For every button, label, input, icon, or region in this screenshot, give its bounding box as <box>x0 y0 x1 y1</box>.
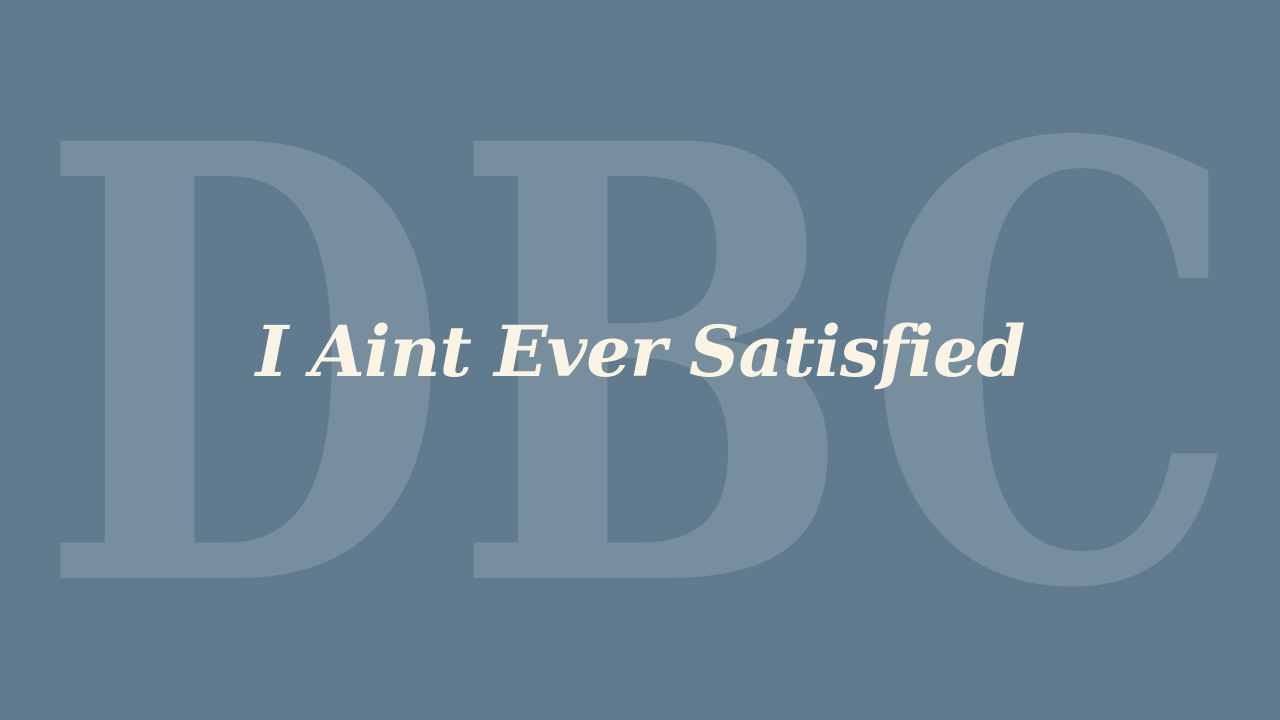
title-text: I Aint Ever Satisfied <box>255 310 1025 393</box>
watermark-text: DBC <box>38 15 1242 720</box>
